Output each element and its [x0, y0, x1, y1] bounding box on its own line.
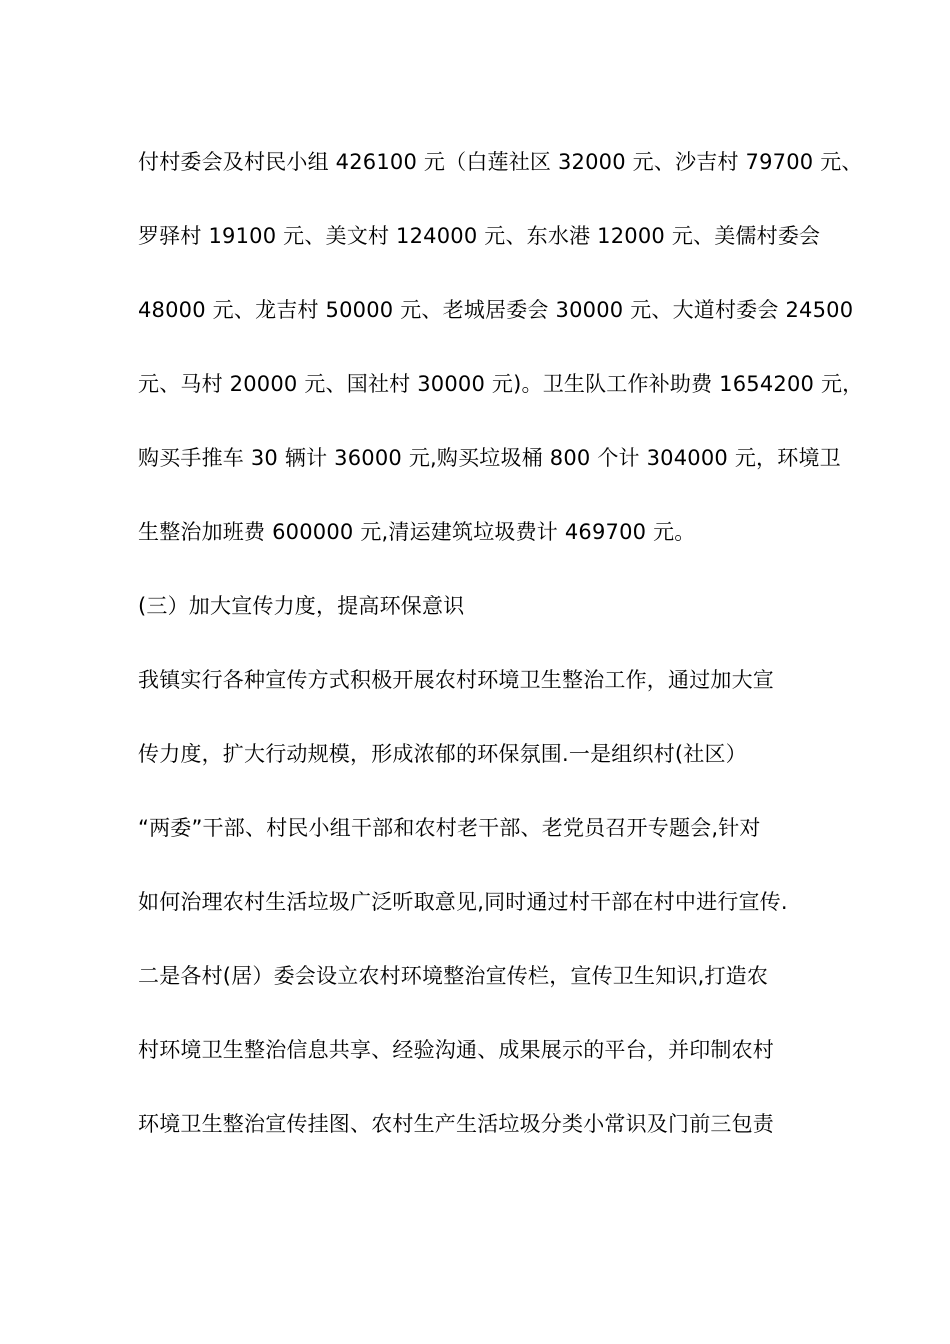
body-text	[138, 142, 864, 1178]
text-line: 我镇实行各种宣传方式积极开展农村环境卫生整治工作，通过加大宣	[138, 668, 774, 692]
text-line: “两委”干部、村民小组干部和农村老干部、老党员召开专题会,针对	[138, 816, 761, 840]
text-line: 生整治加班费 600000 元,清运建筑垃圾费计 469700 元。	[138, 520, 696, 544]
text-line: 传力度，扩大行动规模，形成浓郁的环保氛围.一是组织村(社区）	[138, 742, 747, 766]
text-line: 元、马村 20000 元、国社村 30000 元)。卫生队工作补助费 1654200 元，	[138, 372, 864, 396]
text-line: 如何治理农村生活垃圾广泛听取意见,同时通过村干部在村中进行宣传.	[138, 890, 788, 914]
text-line: 48000 元、龙吉村 50000 元、老城居委会 30000 元、大道村委会 24500	[138, 298, 854, 322]
text-line: 二是各村(居）委会设立农村环境整治宣传栏，宣传卫生知识,打造农	[138, 964, 769, 988]
text-line: 罗驿村 19100 元、美文村 124000 元、东水港 12000 元、美儒村委会	[138, 224, 821, 248]
text-line: 环境卫生整治宣传挂图、农村生产生活垃圾分类小常识及门前三包责	[138, 1112, 774, 1136]
section-heading: (三）加大宣传力度，提高环保意识	[138, 594, 465, 618]
text-line: 村环境卫生整治信息共享、经验沟通、成果展示的平台，并印制农村	[138, 1038, 774, 1062]
text-line: 付村委会及村民小组 426100 元（白莲社区 32000 元、沙吉村 79700 元、	[138, 150, 863, 174]
text-line: 购买手推车 30 辆计 36000 元,购买垃圾桶 800 个计 304000 元，环境卫	[138, 446, 841, 470]
